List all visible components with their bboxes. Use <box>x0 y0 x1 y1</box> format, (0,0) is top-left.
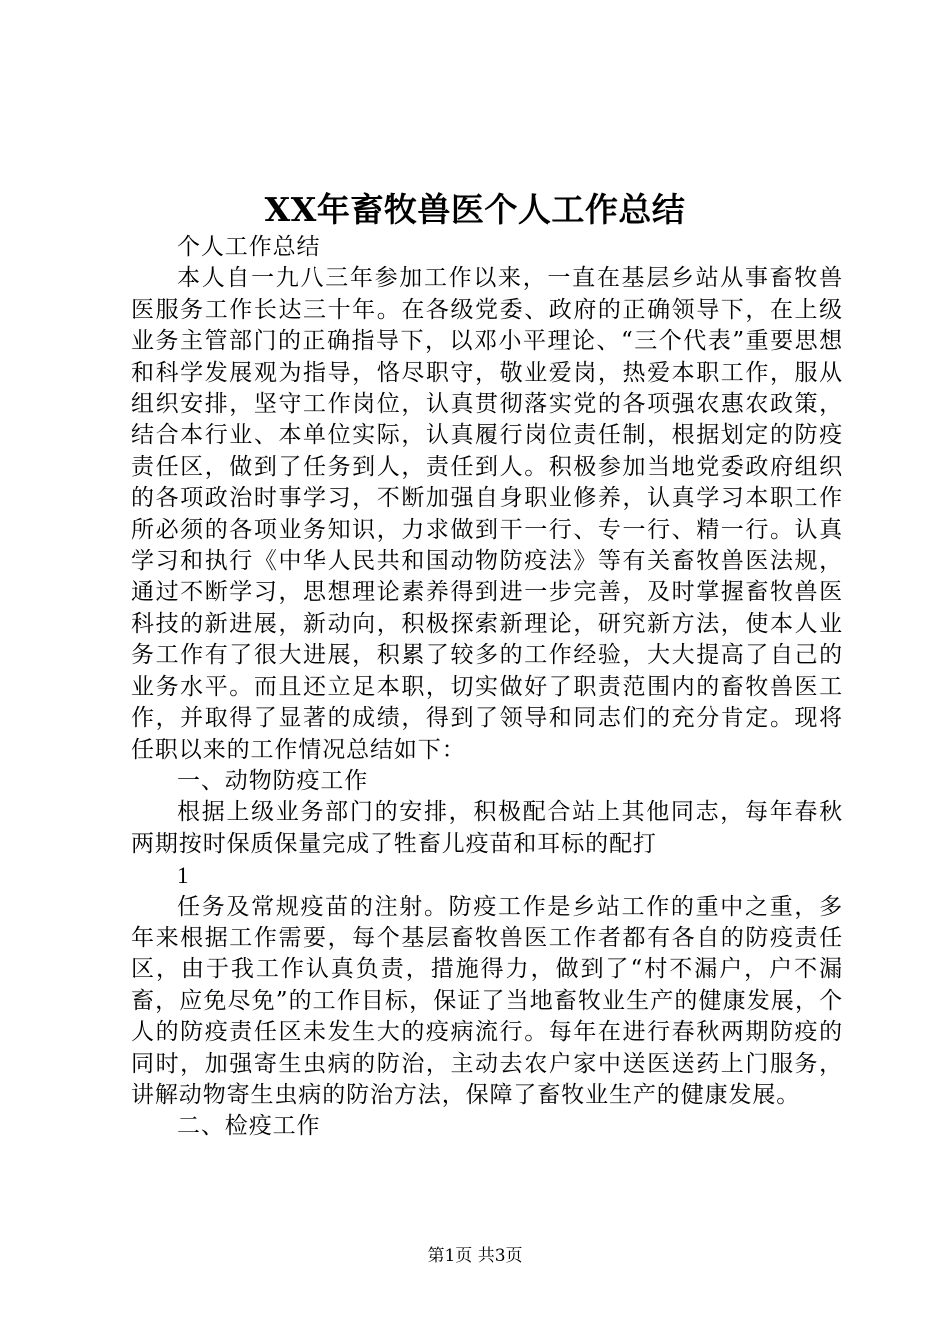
heading-animal-epidemic-prevention: 一、动物防疫工作 <box>177 767 369 794</box>
epidemic-paragraph-part2: 任务及常规疫苗的注射。防疫工作是乡站工作的重中之重，多年来根据工作需要，每个基层畜牧兽医工作者都有各自的防疫责任区，由于我工作认真负责，措施得力，做到了“村不漏户，户不漏畜，应免尽免”的工作目标，保证了当地畜牧业生产的健康发展，个人的防疫责任区未发生大的疫病流行。每年在进行春秋两期防疫的同时，加强寄生虫病的防治，主动去农户家中送医送药上门服务，讲解动物寄生虫病的防治方法，保障了畜牧业生产的健康发展。 <box>131 893 843 1108</box>
document-body <box>131 232 843 1143</box>
section-label: 个人工作总结 <box>177 234 321 260</box>
intro-paragraph: 本人自一九八三年参加工作以来，一直在基层乡站从事畜牧兽医服务工作长达三十年。在各级党委、政府的正确领导下，在上级业务主管部门的正确指导下，以邓小平理论、“三个代表”重要思想和科学发展观为指导，恪尽职守，敬业爱岗，热爱本职工作，服从组织安排，坚守工作岗位，认真贯彻落实党的各项强农惠农政策，结合本行业、本单位实际，认真履行岗位责任制，根据划定的防疫责任区，做到了任务到人，责任到人。积极参加当地党委政府组织的各项政治时事学习，不断加强自身职业修养，认真学习本职工作所必须的各项业务知识，力求做到干一行、专一行、精一行。认真学习和执行《中华人民共和国动物防疫法》等有关畜牧兽医法规，通过不断学习，思想理论素养得到进一步完善，及时掌握畜牧兽医科技的新进展，新动向，积极探索新理论，研究新方法，使本人业务工作有了很大进展，积累了较多的工作经验，大大提高了自己的业务水平。而且还立足本职，切实做好了职责范围内的畜牧兽医工作，并取得了显著的成绩，得到了领导和同志们的充分肯定。现将任职以来的工作情况总结如下： <box>131 265 843 763</box>
inline-page-number: 1 <box>177 863 190 889</box>
document-title: XX年畜牧兽医个人工作总结 <box>264 190 686 229</box>
epidemic-paragraph-part1: 根据上级业务部门的安排，积极配合站上其他同志，每年春秋两期按时保质保量完成了牲畜儿疫苗和耳标的配打 <box>131 799 843 857</box>
page-footer: 第1页 共3页 <box>427 1246 523 1266</box>
heading-quarantine-work: 二、检疫工作 <box>177 1113 321 1140</box>
